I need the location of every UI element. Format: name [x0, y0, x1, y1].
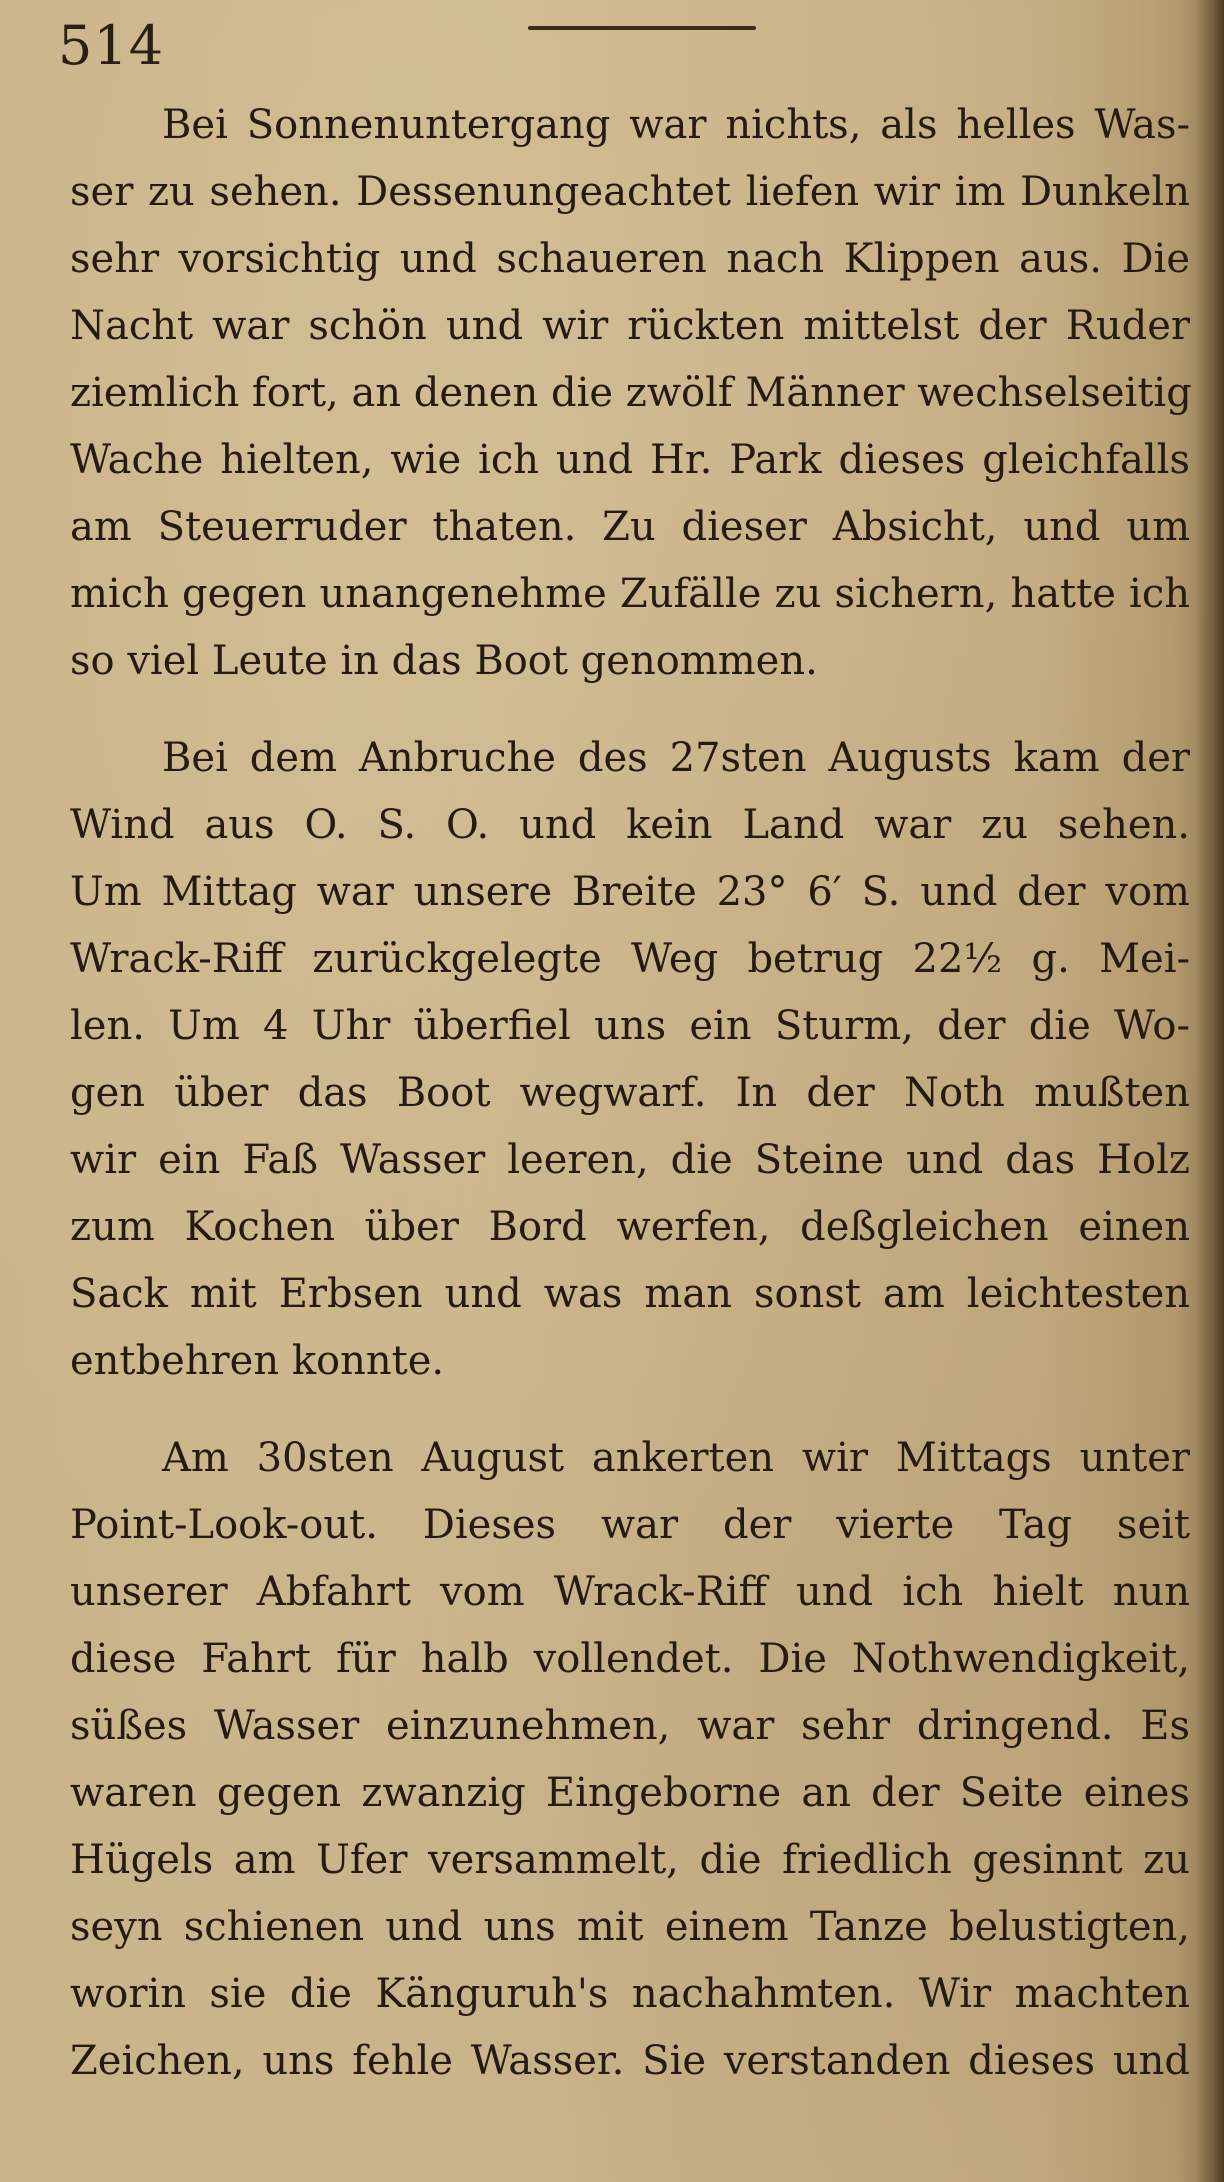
text-line: zum Kochen über Bord werfen, deßgleichen einen: [70, 1204, 1190, 1250]
text-line: Bei Sonnenuntergang war nichts, als helles Was-: [162, 102, 1190, 148]
text-line: seyn schienen und uns mit einem Tanze belustigten,: [70, 1904, 1190, 1950]
text-line: so viel Leute in das Boot genommen.: [70, 638, 818, 684]
text-line: len. Um 4 Uhr überfiel uns ein Sturm, der die Wo-: [70, 1003, 1190, 1049]
text-line: gen über das Boot wegwarf. In der Noth mußten: [70, 1070, 1190, 1116]
text-line: entbehren konnte.: [70, 1338, 445, 1384]
text-line: am Steuerruder thaten. Zu dieser Absicht, und um: [70, 504, 1190, 550]
body-text: [70, 92, 1190, 2125]
text-line: süßes Wasser einzunehmen, war sehr dringend. Es: [70, 1703, 1190, 1749]
text-line: ser zu sehen. Dessenungeachtet liefen wir im Dunkeln: [70, 169, 1190, 215]
text-line: wir ein Faß Wasser leeren, die Steine und das Holz: [70, 1137, 1190, 1183]
text-line: sehr vorsichtig und schaueren nach Klippen aus. Die: [70, 236, 1190, 282]
text-line: Zeichen, uns fehle Wasser. Sie verstanden dieses und: [70, 2038, 1190, 2084]
text-line: mich gegen unangenehme Zufälle zu sichern, hatte ich: [70, 571, 1190, 617]
text-line: ziemlich fort, an denen die zwölf Männer wechselseitig: [70, 370, 1192, 416]
text-line: Hügels am Ufer versammelt, die friedlich gesinnt zu: [70, 1837, 1190, 1883]
text-line: Wind aus O. S. O. und kein Land war zu sehen.: [70, 802, 1190, 848]
text-line: diese Fahrt für halb vollendet. Die Nothwendigkeit,: [70, 1636, 1190, 1682]
header-rule: [528, 26, 756, 30]
text-line: Wrack-Riff zurückgelegte Weg betrug 22½ g. Mei-: [70, 936, 1190, 982]
text-line: Bei dem Anbruche des 27sten Augusts kam der: [162, 735, 1190, 781]
text-line: unserer Abfahrt vom Wrack-Riff und ich hielt nun: [70, 1569, 1190, 1615]
paragraph-2: [70, 725, 1190, 1395]
paragraph-1: [70, 92, 1190, 695]
text-line: Point-Look-out. Dieses war der vierte Tag seit: [70, 1502, 1190, 1548]
text-line: Sack mit Erbsen und was man sonst am leichtesten: [70, 1271, 1190, 1317]
text-line: Wache hielten, wie ich und Hr. Park dieses gleichfalls: [70, 437, 1190, 483]
text-line: Nacht war schön und wir rückten mittelst der Ruder: [70, 303, 1190, 349]
text-line: waren gegen zwanzig Eingeborne an der Seite eines: [70, 1770, 1190, 1816]
page-number: 514: [58, 14, 165, 77]
paragraph-3: [70, 1425, 1190, 2095]
text-line: Am 30sten August ankerten wir Mittags unter: [162, 1435, 1190, 1481]
text-line: worin sie die Känguruh's nachahmten. Wir machten: [70, 1971, 1190, 2017]
page-edge-shadow: [1196, 0, 1224, 2182]
text-line: Um Mittag war unsere Breite 23° 6′ S. und der vom: [70, 869, 1190, 915]
